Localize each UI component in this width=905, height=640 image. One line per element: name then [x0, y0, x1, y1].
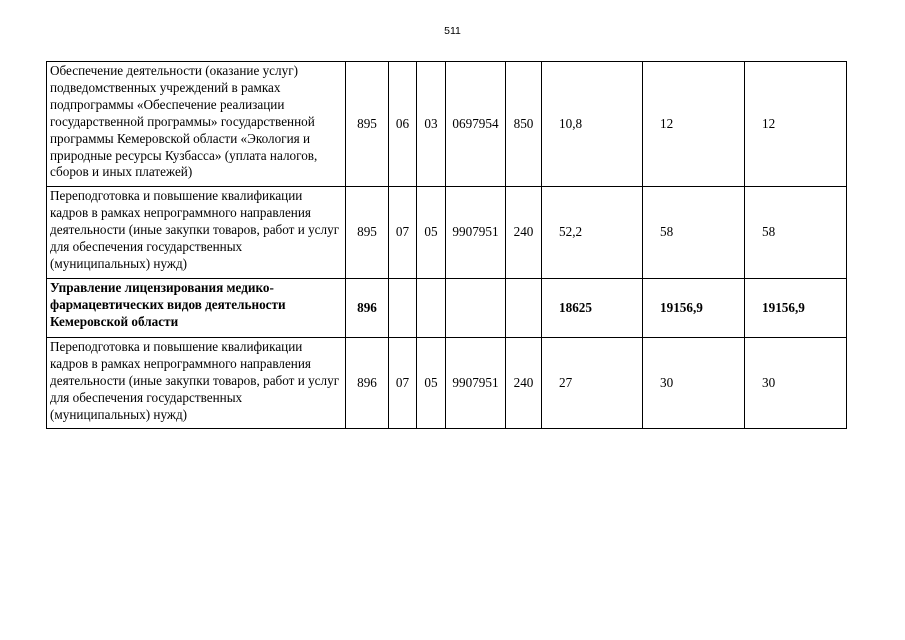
- expense-type-code: 240: [506, 338, 542, 429]
- amount-year-1: 18625: [542, 279, 643, 338]
- subsection-code: 05: [417, 338, 446, 429]
- amount-year-1: 27: [542, 338, 643, 429]
- expense-type-code: 240: [506, 187, 542, 279]
- amount-year-1: 10,8: [542, 62, 643, 187]
- ministry-code: 895: [346, 62, 389, 187]
- table-row: [47, 187, 847, 279]
- section-code: 07: [389, 338, 417, 429]
- amount-year-2: 30: [643, 338, 745, 429]
- amount-year-1: 52,2: [542, 187, 643, 279]
- expense-type-code: 850: [506, 62, 542, 187]
- amount-year-3: 30: [745, 338, 847, 429]
- ministry-code: 895: [346, 187, 389, 279]
- row-description: Управление лицензирования медико-фармацевтических видов деятельности Кемеровской области: [47, 279, 346, 338]
- row-description: Переподготовка и повышение квалификации кадров в рамках непрограммного направления деятельности (иные закупки товаров, работ и услуг для обеспечения государственных (муниципальных) нужд): [47, 187, 346, 279]
- page-number: 511: [444, 25, 461, 37]
- amount-year-2: 12: [643, 62, 745, 187]
- subsection-code: 03: [417, 62, 446, 187]
- amount-year-3: 19156,9: [745, 279, 847, 338]
- section-code: 06: [389, 62, 417, 187]
- amount-year-2: 58: [643, 187, 745, 279]
- ministry-code: 896: [346, 338, 389, 429]
- row-description: Обеспечение деятельности (оказание услуг) подведомственных учреждений в рамках подпрограммы «Обеспечение реализации государственной программы» государственной программы Кемеровской области «Экология и природные ресурсы Кузбасса» (уплата налогов, сборов и иных платежей): [47, 62, 346, 187]
- table-row: [47, 338, 847, 429]
- budget-table: [46, 61, 847, 429]
- table-row: [47, 279, 847, 338]
- target-article-code: [446, 279, 506, 338]
- table-row: [47, 62, 847, 187]
- expense-type-code: [506, 279, 542, 338]
- amount-year-3: 58: [745, 187, 847, 279]
- section-code: 07: [389, 187, 417, 279]
- subsection-code: [417, 279, 446, 338]
- amount-year-2: 19156,9: [643, 279, 745, 338]
- target-article-code: 9907951: [446, 187, 506, 279]
- target-article-code: 0697954: [446, 62, 506, 187]
- ministry-code: 896: [346, 279, 389, 338]
- amount-year-3: 12: [745, 62, 847, 187]
- row-description: Переподготовка и повышение квалификации кадров в рамках непрограммного направления деятельности (иные закупки товаров, работ и услуг для обеспечения государственных (муниципальных) нужд): [47, 338, 346, 429]
- subsection-code: 05: [417, 187, 446, 279]
- target-article-code: 9907951: [446, 338, 506, 429]
- section-code: [389, 279, 417, 338]
